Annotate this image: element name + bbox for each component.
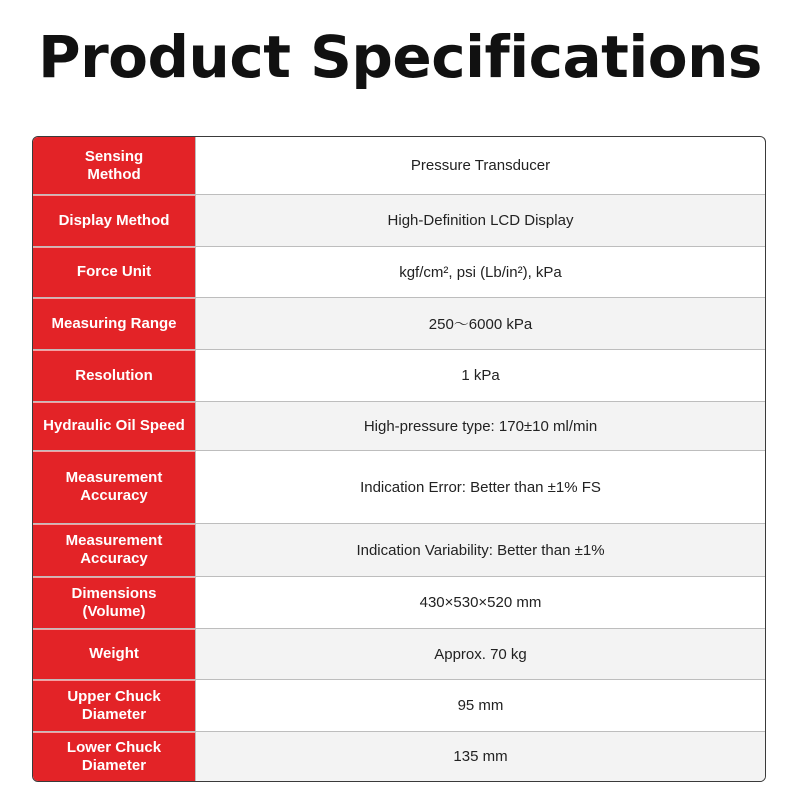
spec-row-resolution [33, 350, 765, 402]
spec-label: Lower Chuck Diameter [33, 732, 196, 781]
spec-value: 250～6000 kPa [196, 298, 765, 349]
spec-label: Sensing Method [33, 137, 196, 194]
spec-row-measurement-accuracy-variability [33, 524, 765, 577]
spec-row-dimensions [33, 577, 765, 629]
spec-row-sensing-method [33, 137, 765, 195]
spec-label: Dimensions (Volume) [33, 577, 196, 628]
spec-label: Weight [33, 629, 196, 679]
spec-label: Measurement Accuracy [33, 451, 196, 523]
page-title: Product Specifications [38, 23, 762, 91]
spec-value: 430×530×520 mm [419, 594, 542, 611]
spec-row-measuring-range [33, 298, 765, 350]
spec-value: High-pressure type: 170±10 ml/min [196, 402, 765, 450]
spec-label: Hydraulic Oil Speed [33, 402, 196, 450]
spec-value: 135 mm [196, 732, 765, 781]
spec-row-weight [33, 629, 765, 680]
spec-value: Approx. 70 kg [196, 629, 765, 679]
spec-value: High-Definition LCD Display [196, 195, 765, 246]
spec-label: Upper Chuck Diameter [33, 680, 196, 731]
spec-row-measurement-accuracy-error [33, 451, 765, 524]
spec-label: Force Unit [33, 247, 196, 297]
spec-value: 95 mm [457, 697, 504, 714]
spec-label: Display Method [33, 195, 196, 246]
spec-value: Indication Variability: Better than ±1% [196, 524, 765, 576]
spec-label: Measuring Range [33, 298, 196, 349]
spec-table [32, 136, 766, 782]
spec-value: Pressure Transducer [410, 157, 551, 174]
spec-label: Resolution [33, 350, 196, 401]
spec-value: 1 kPa [461, 367, 500, 384]
spec-row-hydraulic-oil-speed [33, 402, 765, 451]
spec-label: Measurement Accuracy [33, 524, 196, 576]
spec-row-display-method [33, 195, 765, 247]
spec-row-lower-chuck-diameter [33, 732, 765, 781]
spec-row-upper-chuck-diameter [33, 680, 765, 732]
spec-value: Indication Error: Better than ±1% FS [360, 478, 601, 496]
spec-value: kgf/cm², psi (Lb/in²), kPa [399, 263, 562, 281]
spec-row-force-unit [33, 247, 765, 298]
